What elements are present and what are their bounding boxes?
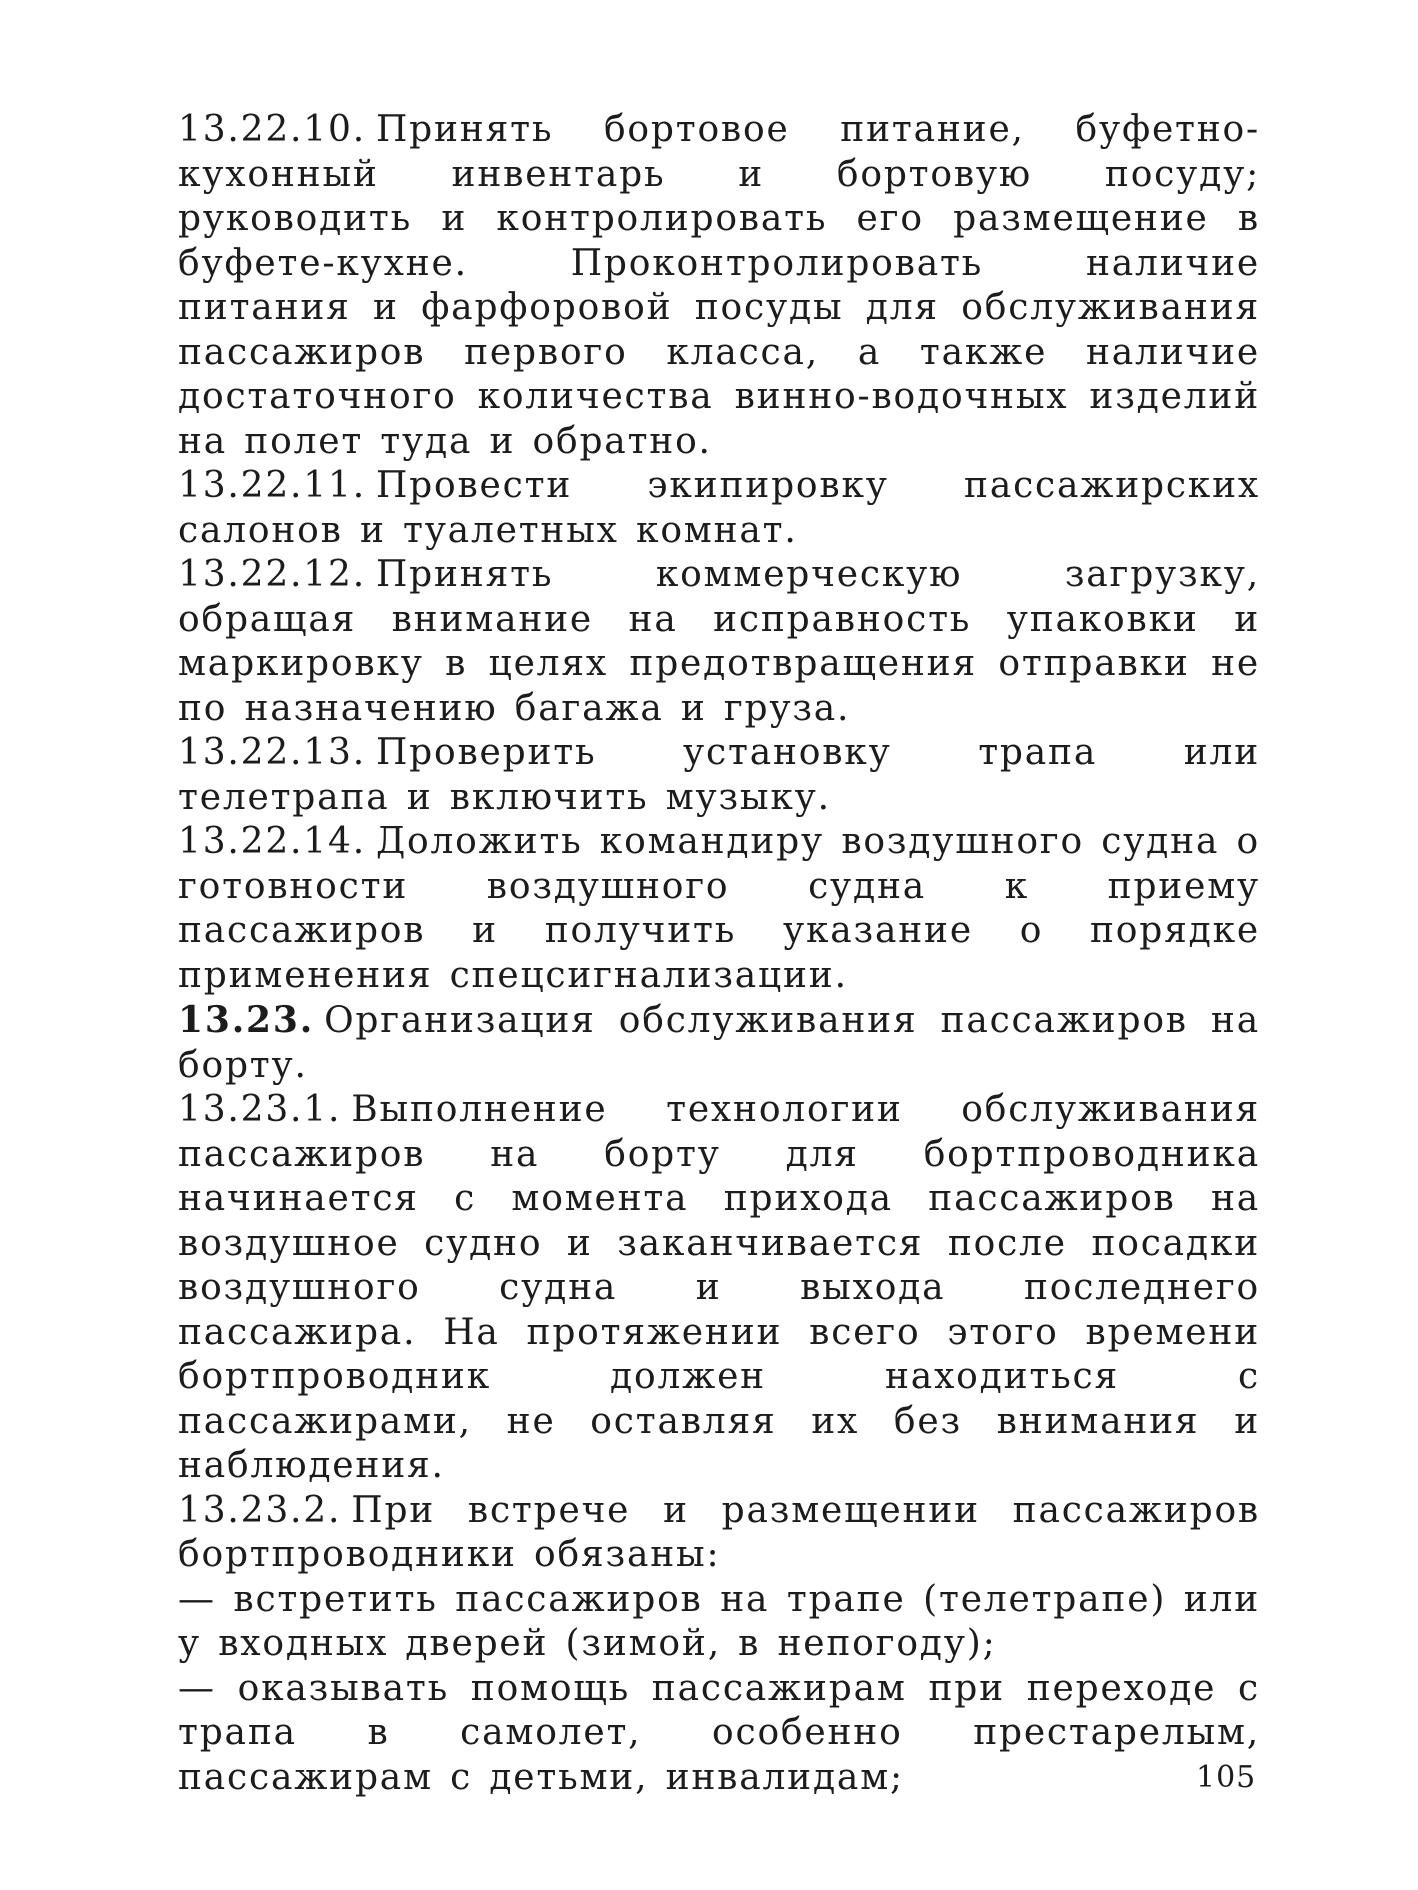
paragraph-number: 13.23.1.	[178, 1089, 342, 1130]
body-text	[178, 108, 1260, 1800]
paragraph-number: 13.22.12.	[178, 554, 366, 595]
section-title: Организация обслуживания пассажиров на борту.	[178, 1000, 1260, 1086]
list-item-dash	[178, 1667, 1260, 1801]
paragraph-text: Принять бортовое питание, буфетно-кухонный инвентарь и бортовую посуду; руководить и контролировать его размещение в буфете-кухне. Проконтролировать наличие питания и фарфоровой посуды для обслуживания пассажиров первого класса, а также наличие достаточного количества винно-водочных изделий на полет туда и обратно.	[178, 109, 1260, 462]
paragraph-13-22-10	[178, 108, 1260, 464]
section-number: 13.23.	[178, 999, 315, 1041]
section-heading-13-23	[178, 998, 1260, 1088]
paragraph-number: 13.22.11.	[178, 465, 366, 506]
paragraph-13-23-2	[178, 1489, 1260, 1578]
page-number: 105	[1196, 1760, 1257, 1795]
paragraph-number: 13.23.2.	[178, 1489, 342, 1531]
paragraph-number: 13.22.13.	[178, 732, 366, 773]
paragraph-text: Проверить установку трапа или телетрапа и включить музыку.	[178, 732, 1260, 818]
paragraph-text: Провести экипировку пассажирских салонов и туалетных комнат.	[178, 465, 1260, 551]
paragraph-number: 13.22.10.	[178, 109, 366, 150]
paragraph-13-23-1	[178, 1088, 1260, 1489]
paragraph-13-22-11	[178, 464, 1260, 553]
paragraph-13-22-12	[178, 553, 1260, 731]
paragraph-number: 13.22.14.	[178, 821, 366, 862]
paragraph-13-22-14	[178, 820, 1260, 998]
paragraph-13-22-13	[178, 731, 1260, 820]
list-item-text: — встретить пассажиров на трапе (телетрапе) или у входных дверей (зимой, в непогоду);	[178, 1578, 1260, 1664]
paragraph-text: Доложить командиру воздушного судна о готовности воздушного судна к приему пассажиров и получить указание о порядке применения спецсигнализации.	[178, 821, 1260, 996]
list-item-dash	[178, 1578, 1260, 1667]
paragraph-text: Выполнение технологии обслуживания пассажиров на борту для бортпроводника начинается с момента прихода пассажиров на воздушное судно и заканчивается после посадки воздушного судна и выхода последнего пассажира. На протяжении всего этого времени бортпроводник должен находиться с пассажирами, не оставляя их без внимания и наблюдения.	[178, 1089, 1260, 1486]
list-item-text: — оказывать помощь пассажирам при переходе с трапа в самолет, особенно престарелым, пассажирам с детьми, инвалидам;	[178, 1667, 1260, 1798]
paragraph-text: Принять коммерческую загрузку, обращая внимание на исправность упаковки и маркировку в целях предотвращения отправки не по назначению багажа и груза.	[178, 554, 1260, 729]
paragraph-text: При встрече и размещении пассажиров бортпроводники обязаны:	[178, 1489, 1260, 1575]
